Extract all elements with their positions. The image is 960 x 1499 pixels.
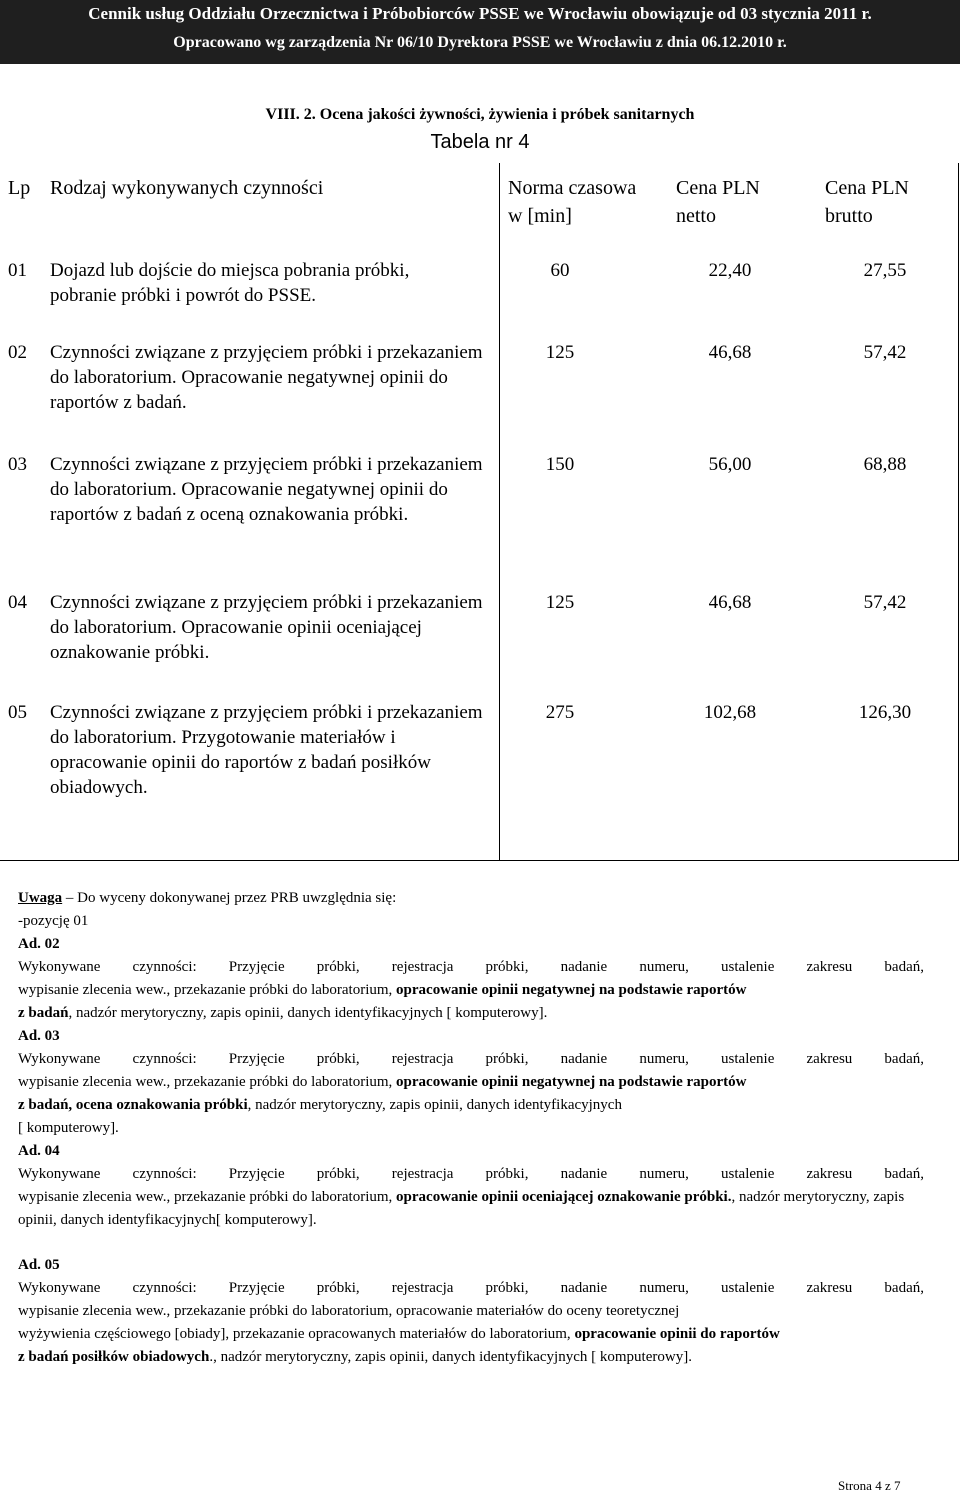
ad03-label: Ad. 03 [18, 1028, 60, 1044]
ad05-line-4: z badań posiłków obiadowych., nadzór merytoryczny, zapis opinii, danych identyfikacyjnych [ komputerowy]. [18, 1349, 692, 1365]
row-05-net: 102,68 [703, 702, 757, 723]
ad05-line-2: wypisanie zlecenia wew., przekazanie próbki do laboratorium, opracowanie materiałów do oceny teoretycznej [18, 1303, 680, 1319]
table-title: Tabela nr 4 [430, 131, 530, 153]
row-03-lp: 03 [8, 454, 27, 475]
ad02-line-1: Wykonywane czynności: Przyjęcie próbki, rejestracja próbki, nadanie numeru, ustalenie zakresu badań, [18, 959, 924, 975]
row-04-gross: 57,42 [863, 592, 907, 613]
ad05-line-3: wyżywienia częściowego [obiady], przekazanie opracowanych materiałów do laboratorium, opracowanie opinii do raportów [18, 1326, 780, 1342]
ad02-label: Ad. 02 [18, 936, 60, 952]
section-title: VIII. 2. Ocena jakości żywności, żywienia i próbek sanitarnych [265, 106, 695, 123]
ad03-line-2: wypisanie zlecenia wew., przekazanie próbki do laboratorium, opracowanie opinii negatywnej na podstawie raportów [18, 1074, 747, 1090]
header-gross: Cena PLN brutto [825, 177, 909, 227]
header-net: Cena PLN netto [676, 177, 760, 227]
row-04-net: 46,68 [708, 592, 752, 613]
header-line-1: Cennik usług Oddziału Orzecznictwa i Próbobiorców PSSE we Wrocławiu obowiązuje od 03 stycznia 2011 r. [88, 4, 872, 23]
row-02-net: 46,68 [708, 342, 752, 363]
row-02-time: 125 [545, 342, 575, 363]
row-01-desc: Dojazd lub dojście do miejsca pobrania próbki, pobranie próbki i powrót do PSSE. [50, 260, 410, 306]
row-03-gross: 68,88 [863, 454, 907, 475]
ad04-label: Ad. 04 [18, 1143, 60, 1159]
header-line-2: Opracowano wg zarządzenia Nr 06/10 Dyrektora PSSE we Wrocławiu z dnia 06.12.2010 r. [173, 34, 787, 51]
row-04-lp: 04 [8, 592, 27, 613]
row-03-desc: Czynności związane z przyjęciem próbki i przekazaniem do laboratorium. Opracowanie negatywnej opinii do raportów z badań z oceną oznakowania próbki. [50, 454, 483, 525]
uwaga-text: – Do wyceny dokonywanej przez PRB uwzględnia się: [62, 890, 397, 906]
header-time: Norma czasowa w [min] [508, 177, 637, 227]
row-02-desc: Czynności związane z przyjęciem próbki i przekazaniem do laboratorium. Opracowanie negatywnej opinii do raportów z badań. [50, 342, 483, 413]
uwaga-line [18, 887, 924, 910]
header-lp: Lp [8, 177, 31, 199]
row-01-time: 60 [550, 260, 570, 281]
row-03-time: 150 [545, 454, 575, 475]
header-desc: Rodzaj wykonywanych czynności [50, 177, 324, 199]
row-04-time: 125 [545, 592, 575, 613]
row-05-time: 275 [545, 702, 575, 723]
row-01-gross: 27,55 [863, 260, 907, 281]
row-05-lp: 05 [8, 702, 27, 723]
ad04-line-2: wypisanie zlecenia wew., przekazanie próbki do laboratorium, opracowanie opinii oceniającej oznakowanie próbki., nadzór merytoryczny, zapis opinii, danych identyfikacyjnych[ komputerowy]. [18, 1189, 905, 1228]
row-05-gross: 126,30 [858, 702, 912, 723]
ad03-line-4: [ komputerowy]. [18, 1120, 119, 1136]
row-01-net: 22,40 [708, 260, 752, 281]
row-05-desc: Czynności związane z przyjęciem próbki i przekazaniem do laboratorium. Przygotowanie materiałów i opracowanie opinii do raportów z badań posiłków obiadowych. [50, 702, 483, 798]
page-number: Strona 4 z 7 [838, 1478, 901, 1493]
ad05-line-1: Wykonywane czynności: Przyjęcie próbki, rejestracja próbki, nadanie numeru, ustalenie zakresu badań, [18, 1280, 924, 1296]
ad02-line-2: wypisanie zlecenia wew., przekazanie próbki do laboratorium, opracowanie opinii negatywnej na podstawie raportów [18, 982, 747, 998]
row-02-lp: 02 [8, 342, 27, 363]
row-01-lp: 01 [8, 260, 27, 281]
row-02-gross: 57,42 [863, 342, 907, 363]
pozycje-line: -pozycję 01 [18, 913, 89, 929]
ad03-line-3: z badań, ocena oznakowania próbki, nadzór merytoryczny, zapis opinii, danych identyfikacyjnych [18, 1097, 622, 1113]
ad02-line-3: z badań, nadzór merytoryczny, zapis opinii, danych identyfikacyjnych [ komputerowy]. [18, 1005, 548, 1021]
ad05-label: Ad. 05 [18, 1257, 60, 1273]
row-03-net: 56,00 [708, 454, 752, 475]
notes-section [18, 887, 924, 1369]
uwaga-label: Uwaga [18, 890, 63, 906]
row-04-desc: Czynności związane z przyjęciem próbki i przekazaniem do laboratorium. Opracowanie opinii oceniającej oznakowanie próbki. [50, 592, 483, 663]
header-banner [0, 0, 960, 64]
ad04-line-1: Wykonywane czynności: Przyjęcie próbki, rejestracja próbki, nadanie numeru, ustalenie zakresu badań, [18, 1166, 924, 1182]
ad03-line-1: Wykonywane czynności: Przyjęcie próbki, rejestracja próbki, nadanie numeru, ustalenie zakresu badań, [18, 1051, 924, 1067]
